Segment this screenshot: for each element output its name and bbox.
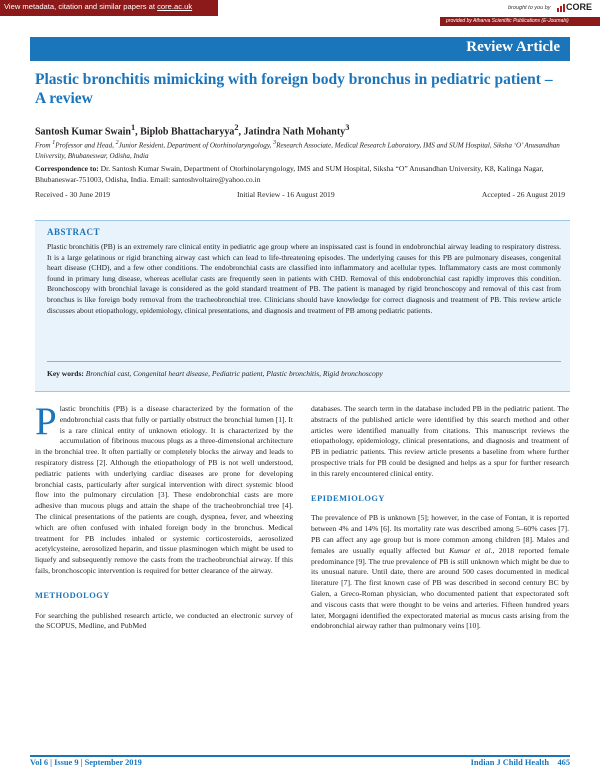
core-brought-text: brought to you by — [508, 5, 551, 11]
footer-journal-name: Indian J Child Health — [470, 758, 550, 767]
methodology-paragraph: For searching the published research article, we conducted an electronic survey of the SCOPUS, Medline, and PubMed — [35, 610, 293, 631]
author-name: Biplob Bhattacharyya — [140, 126, 235, 138]
intro-paragraph — [35, 400, 293, 577]
author-list — [35, 123, 349, 137]
abstract-body: Plastic bronchitis (PB) is an extremely rare clinical entity in pediatric age group where an inspissated cast is found in endobronchial airway leading to respiratory distress. It is a large gelatinous or rigid branching airway cast which can lead to life-threatening episodes. The underlying causes for this PB are pulmonary diseases, congenital heart disease (CHD), and a few other conditions. The endobronchial casts are classified into inflammatory and acellular types. Inflammatory casts are most commonly found in primary lung disease, whereas acellular casts are frequently seen in patients with CHD. Removal of this endobronchial cast rapidly improves this condition. Bronchoscopy with bronchial lavage is considered as the gold standard treatment of PB. The patient is managed by rigid bronchoscopy and removal of this cast from bronchus is like foreign body removal from the tracheobronchial tree. Clinicians should have knowledge for correct diagnosis and treatment of PB. This review article discusses about etiopathology, epidemiology, clinical presentations, and diagnosis and treatment of PB among pediatric patients. — [47, 242, 561, 315]
core-link[interactable]: core.ac.uk — [157, 2, 193, 11]
dropcap: P — [35, 400, 57, 443]
abstract-heading: ABSTRACT — [47, 227, 101, 237]
keywords-label: Key words: — [47, 369, 84, 378]
correspondence-text: Dr. Santosh Kumar Swain, Department of Otorhinolaryngology, IMS and SUM Hospital, Siksha “O” Anusandhan University, K8, Kalinga Nagar, Bhubaneswar-751003, Odisha, India. Email: santoshvoltaire@yahoo.co.in — [35, 164, 544, 184]
epi-citation: Kumar et al. — [449, 545, 493, 555]
affil-part: Professor and Head, — [55, 141, 116, 150]
author-sup: 3 — [345, 123, 350, 132]
affil-part: Junior Resident, Department of Otorhinolaryngology, — [118, 141, 274, 150]
affiliation — [35, 138, 575, 162]
affil-part: Research Associate, Medical Research Laboratory, IMS and SUM Hospital, Siksha ‘O’ Anusandhan University, Bhubaneswar, Odisha, India — [35, 141, 560, 161]
affil-sup: 2 — [115, 140, 119, 146]
author-sup: 1 — [130, 123, 136, 132]
date-initial-review: Initial Review - 16 August 2019 — [237, 190, 335, 199]
core-logo-icon — [556, 3, 566, 13]
core-logo[interactable]: CORE — [566, 2, 593, 12]
correspondence-label: Correspondence to: — [35, 164, 99, 173]
article-type-bar — [30, 37, 570, 61]
author-sup: 2 — [234, 123, 239, 132]
affil-sup: 3 — [273, 140, 277, 146]
epidemiology-paragraph — [311, 513, 569, 632]
footer-issue: Vol 6 | Issue 9 | September 2019 — [30, 758, 142, 767]
methodology-heading: METHODOLOGY — [35, 590, 110, 600]
core-banner — [0, 0, 600, 29]
core-view-text: View metadata, citation and similar papers at — [4, 2, 158, 11]
footer-page-number: 465 — [557, 758, 570, 767]
author-name: Santosh Kumar Swain — [35, 126, 131, 138]
date-received: Received - 30 June 2019 — [35, 190, 111, 199]
author-separator: , — [238, 126, 244, 138]
affil-lead: From — [35, 141, 53, 150]
methodology-continuation: databases. The search term in the database included PB in the pediatric patient. The abstracts of the published article were identified by this search method and other articles were identified manually from citations. This manuscript reviews the etiopathology, epidemiology, clinical presentations, and diagnosis and treatment of PB in pediatric patients. This review article presents a baseline from where further prospective trials for PB could be designed and helps as a spur for further research in this rarely encountered clinical entity. — [311, 404, 569, 478]
footer-journal — [471, 758, 570, 767]
abstract-box — [35, 220, 570, 392]
epi-text: The prevalence of PB is unknown [5]; however, in the case of Fontan, it is reported between 4% and 14% [6]. Its mortality rate was described among 5–60% cases [7]. PB can affect any age group but is more common among children [8]. Males and females are usually equally affected but — [311, 513, 569, 555]
left-column — [35, 400, 293, 632]
article-title: Plastic bronchitis mimicking with foreign body bronchus in pediatric patient – A review — [35, 71, 553, 107]
core-provided-text: provided by Atharva Scientific Publications (E-Journals) — [446, 18, 569, 24]
core-metadata-link[interactable] — [4, 2, 192, 11]
keywords-text: Bronchial cast, Congenital heart disease, Pediatric patient, Plastic bronchitis, Rigid bronchoscopy — [83, 369, 383, 378]
abstract-divider — [47, 361, 561, 362]
epi-text: , 2018 reported female predominance [9]. The true prevalence of PB is still unknown which might be due to its unusual nature. Until date, there are around 500 cases documented in medical literature [7]. The first known case of PB was described in second century BC by Galen, a Greco-Roman physician, who documented patient that expectorated soft and viscous casts that were thought to be veins and arteries. Fifteen hundred years later, Morgagni identified the expectorated material as mucus casts arising from the endobronchial airway rather than pulmonary veins [10]. — [311, 545, 569, 631]
article-type-label: Review Article — [466, 39, 560, 55]
footer-rule — [30, 755, 570, 757]
epidemiology-heading: EPIDEMIOLOGY — [311, 493, 385, 503]
keywords — [47, 369, 561, 378]
right-column — [311, 404, 569, 632]
affil-sup: 1 — [52, 140, 56, 146]
date-accepted: Accepted - 26 August 2019 — [481, 190, 565, 199]
correspondence — [35, 163, 575, 185]
intro-text: lastic bronchitis (PB) is a disease characterized by the formation of the endobronchial casts that fully or partially obstruct the bronchial lumen [1]. It is a rare clinical entity of unknown etiology. It is characterized by the accumulation of fibrinous mucous plugs as a three-dimensional architecture in the bronchial tree. It often partially or completely blocks the airway and leads to respiratory distress [2]. Although the etiopathology of PB is not well understood, pediatric patients with underlying cardiac diseases are prone for developing bronchial casts, particularly after surgical intervention with direct systemic blood flow into the pulmonary circulation [3]. These endobronchial casts are more adhesive than mucous plugs and attain the shape of the tracheobronchial tree [4]. The clinical presentations of the patients are cough, dyspnea, fever, and wheezing which are often confused with inhaled foreign body in the bronchus. Medical treatment for PB includes inhaled or systemic corticosteroids, aerosolized acetylcysteine, aerosolized heparin, and tissue plasminogen which might be used to liquefy and subsequently remove the casts from the tracheobronchial airway. If this fails, bronchoscopic intervention is required for better clearance of the airway. — [35, 404, 293, 575]
author-separator: , — [135, 126, 141, 138]
author-name: Jatindra Nath Mohanty — [243, 126, 346, 138]
